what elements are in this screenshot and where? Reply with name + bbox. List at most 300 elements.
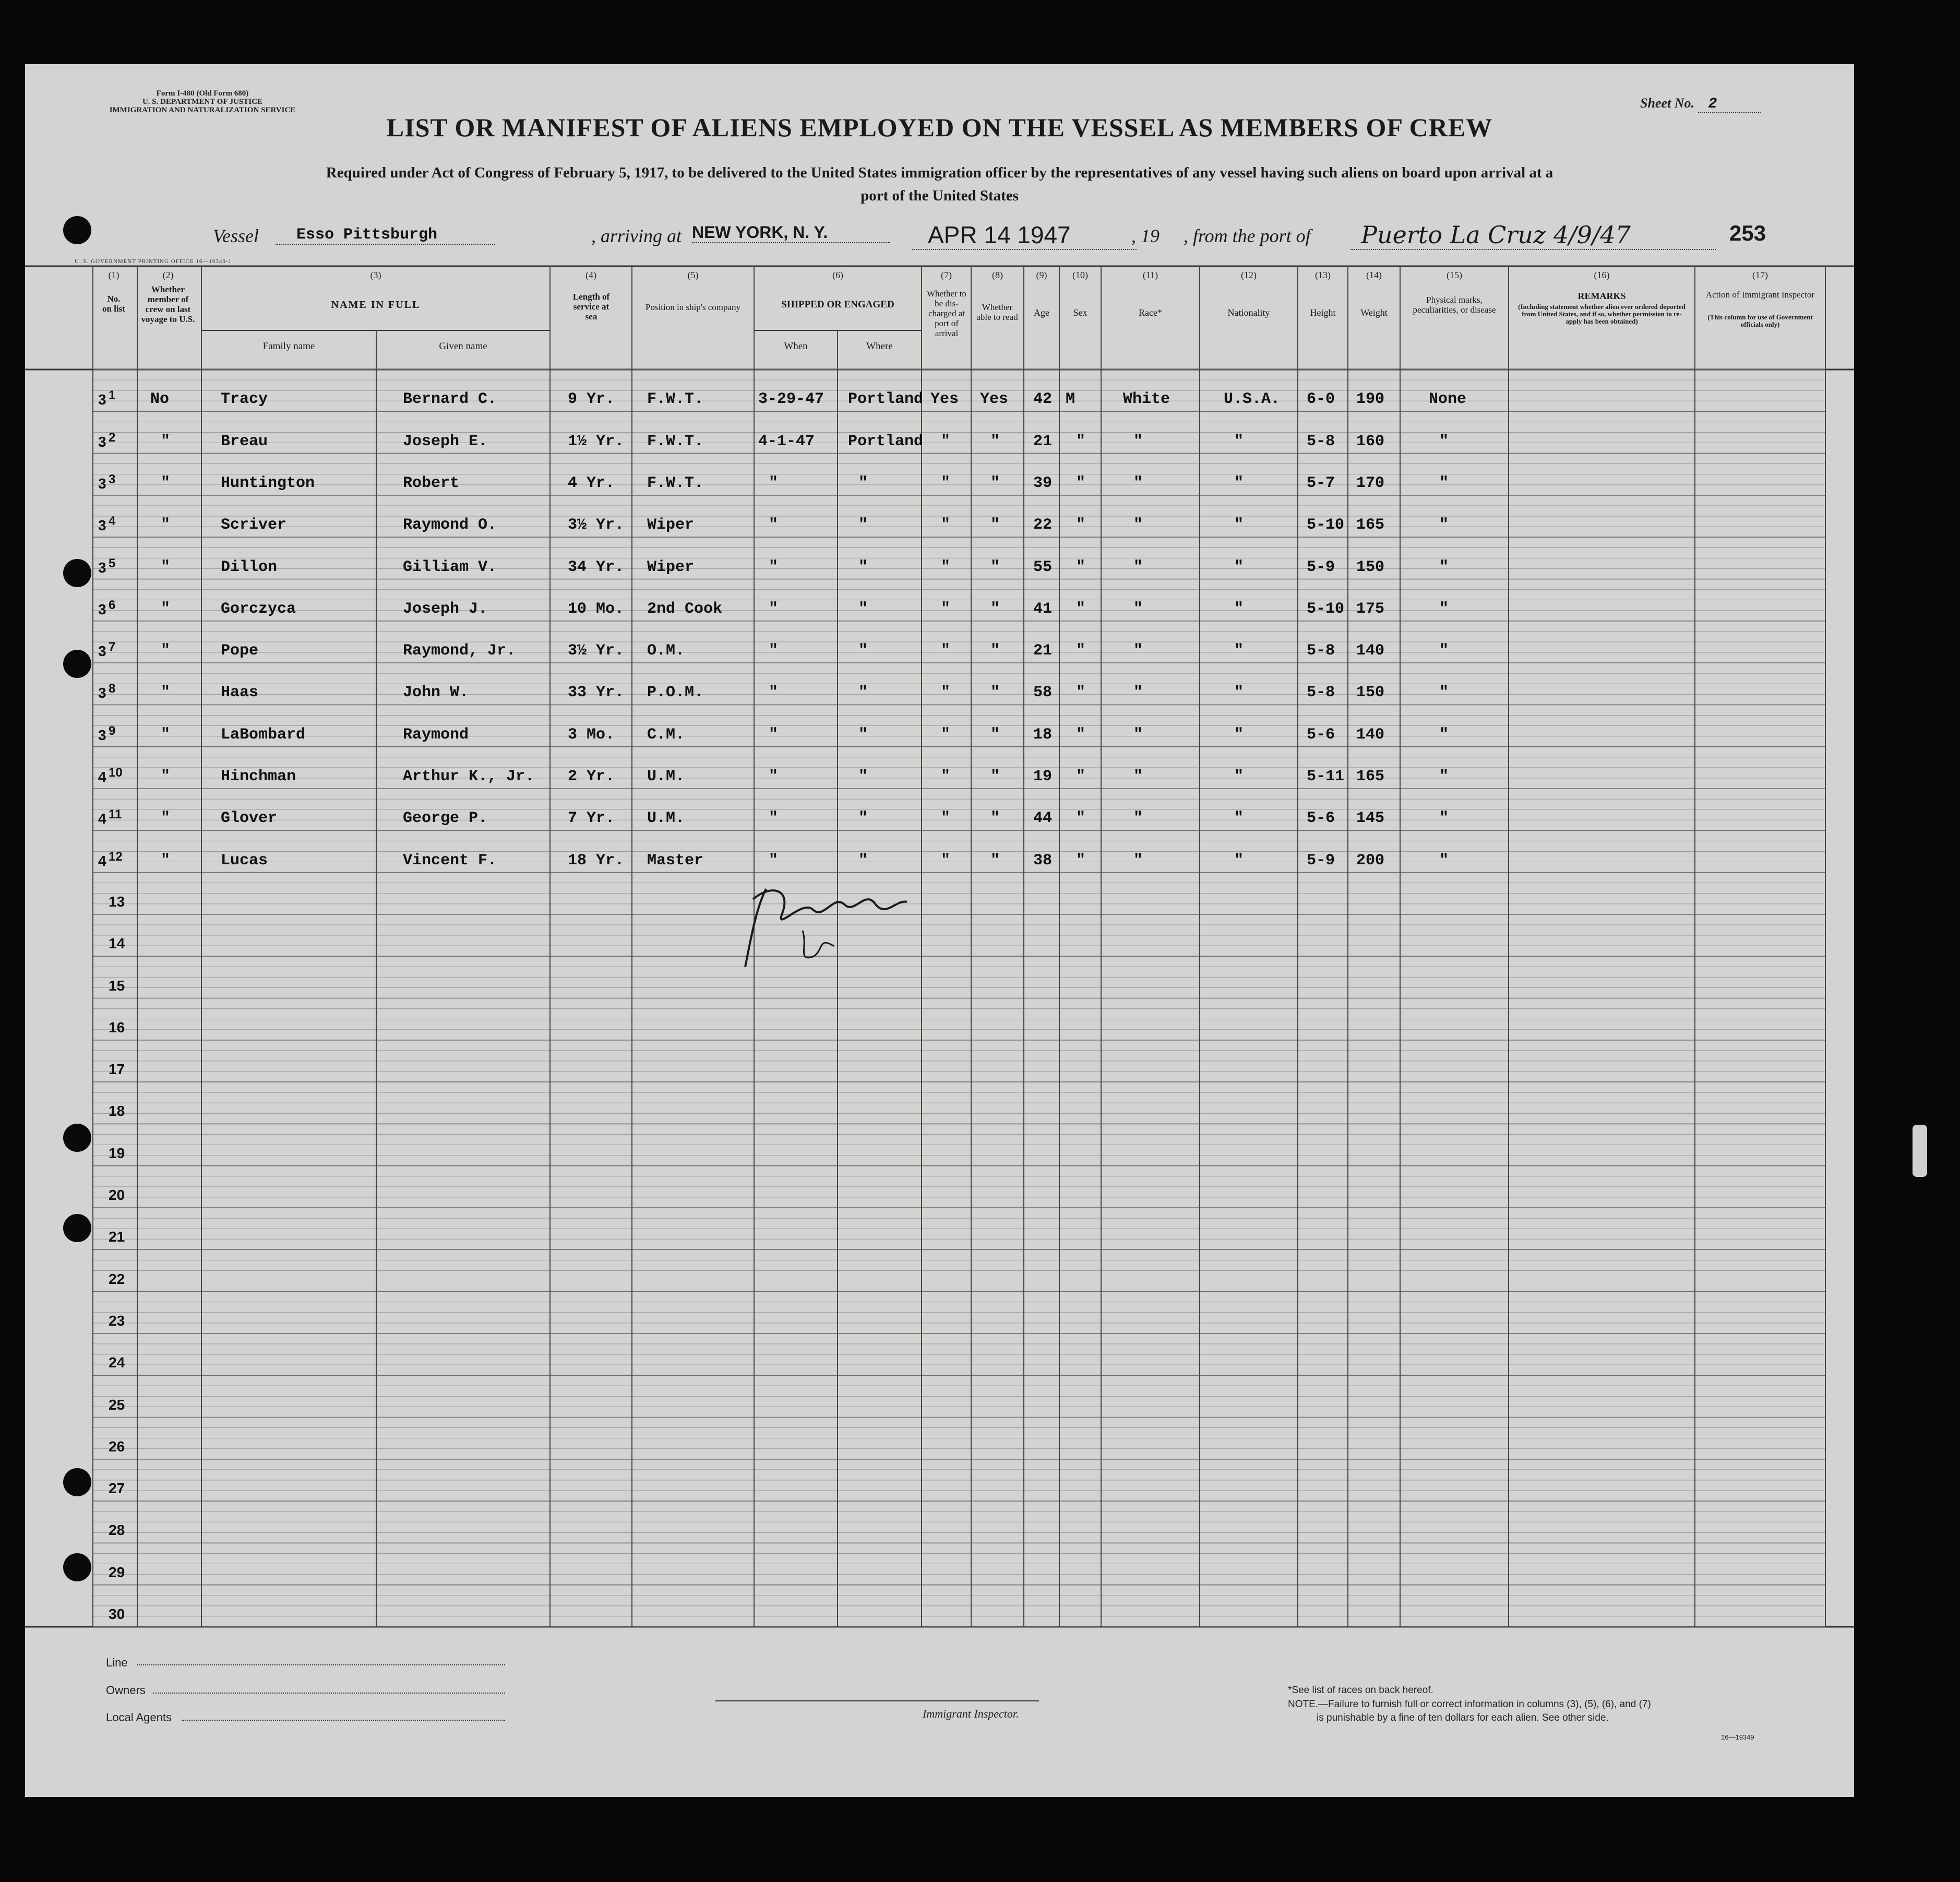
- col-8-label: Whether able to read: [976, 302, 1018, 322]
- remarks-note: (Including statement whether alien ever ordered deported from United States, and if so, whether permission to re-apply has been obtained): [1518, 303, 1686, 325]
- inspector-signature-line: [715, 1700, 1039, 1701]
- service-length: 4 Yr.: [568, 474, 615, 492]
- crew-last-voyage: ": [161, 432, 171, 450]
- discharged-flag: ": [941, 684, 951, 702]
- given-name: Robert: [403, 474, 460, 492]
- physical-marks: ": [1439, 474, 1449, 492]
- form-number: Form I-480 (Old Form 680): [156, 89, 249, 98]
- printing-office-note: U. S. GOVERNMENT PRINTING OFFICE 16—19349-1: [75, 258, 232, 265]
- shipped-when: ": [769, 725, 779, 744]
- discharged-flag: ": [941, 600, 951, 618]
- sex: ": [1076, 851, 1086, 869]
- row-number: 17: [109, 1061, 125, 1078]
- physical-marks: ": [1439, 516, 1449, 534]
- shipped-where: ": [858, 725, 868, 744]
- discharged-flag: ": [941, 725, 951, 744]
- col-2-label: Whether member of crew on last voyage to U.S.: [141, 284, 195, 324]
- service-length: 3½ Yr.: [568, 516, 625, 534]
- discharged-flag: ": [941, 642, 951, 660]
- age: 38: [1033, 851, 1053, 869]
- shipped-where: ": [858, 474, 868, 492]
- sex: ": [1076, 768, 1086, 785]
- inspector-note: (This column for use of Government officials only): [1707, 313, 1813, 328]
- col-14-number: (14): [1366, 270, 1382, 280]
- age: 21: [1033, 642, 1053, 660]
- height: 6-0: [1307, 390, 1335, 409]
- row-prefix: 3: [98, 726, 106, 743]
- race: ": [1133, 516, 1143, 534]
- position: U.M.: [647, 768, 685, 785]
- shipped-where: ": [858, 684, 868, 702]
- shipped-where: ": [858, 642, 868, 660]
- sex: M: [1066, 390, 1075, 409]
- discharged-flag: ": [941, 516, 951, 534]
- row-number: 26: [109, 1438, 125, 1455]
- family-name: Glover: [221, 809, 278, 828]
- family-name: Hinchman: [221, 768, 296, 785]
- row-number: 4: [109, 514, 116, 529]
- physical-marks: ": [1439, 600, 1449, 618]
- position: Wiper: [647, 516, 695, 534]
- shipped-where: ": [858, 558, 868, 576]
- given-name: Raymond, Jr.: [403, 642, 516, 660]
- row-number: 11: [109, 807, 122, 822]
- family-name: Scriver: [221, 516, 287, 534]
- sex: ": [1076, 809, 1086, 828]
- arriving-port: NEW YORK, N. Y.: [692, 223, 890, 243]
- family-name: Huntington: [221, 474, 315, 492]
- punch-hole: [63, 1124, 91, 1152]
- row-number: 6: [109, 598, 116, 612]
- weight: 170: [1356, 474, 1385, 492]
- owners-input-line: [153, 1693, 505, 1694]
- from-port-value: Puerto La Cruz 4/9/47: [1351, 221, 1716, 250]
- year-label: , 19: [1131, 225, 1160, 246]
- shipped-when: ": [769, 474, 779, 492]
- discharged-flag: ": [941, 474, 951, 492]
- height: 5-9: [1307, 851, 1335, 869]
- row-number: 19: [109, 1145, 125, 1161]
- col-13-number: (13): [1315, 270, 1331, 280]
- col-1-number: (1): [108, 270, 119, 280]
- position: Wiper: [647, 558, 695, 576]
- col-5-label: Position in ship's company: [645, 302, 741, 312]
- sex: ": [1076, 684, 1086, 702]
- penalty-note-2: is punishable by a fine of ten dollars for each alien. See other side.: [1317, 1712, 1609, 1723]
- page-title: LIST OR MANIFEST OF ALIENS EMPLOYED ON THE VESSEL AS MEMBERS OF CREW: [386, 113, 1493, 142]
- nationality: ": [1234, 768, 1244, 785]
- owners-field: [106, 1684, 146, 1697]
- weight: 190: [1356, 390, 1385, 409]
- race: ": [1133, 474, 1143, 492]
- row-prefix: 3: [98, 601, 106, 617]
- punch-hole: [63, 1468, 91, 1496]
- punch-hole: [63, 1553, 91, 1581]
- weight: 175: [1356, 600, 1385, 618]
- nationality: ": [1234, 600, 1244, 618]
- age: 21: [1033, 432, 1053, 450]
- given-name: George P.: [403, 809, 488, 828]
- able-to-read: ": [990, 768, 1000, 785]
- row-prefix: 4: [98, 811, 106, 827]
- position: C.M.: [647, 725, 685, 744]
- where-subheader: Where: [866, 341, 893, 352]
- row-number: 7: [109, 640, 116, 654]
- weight: 140: [1356, 642, 1385, 660]
- race: ": [1133, 558, 1143, 576]
- position: Master: [647, 851, 704, 869]
- vessel-name: Esso Pittsburgh: [276, 226, 495, 245]
- physical-marks: ": [1439, 768, 1449, 785]
- age: 19: [1033, 768, 1053, 785]
- family-name: Pope: [221, 642, 259, 660]
- row-number: 24: [109, 1354, 125, 1371]
- nationality: ": [1234, 558, 1244, 576]
- shipped-where: ": [858, 851, 868, 869]
- col-17-number: (17): [1752, 270, 1768, 280]
- footer: [25, 1630, 1854, 1786]
- weight: 165: [1356, 516, 1385, 534]
- able-to-read: ": [990, 474, 1000, 492]
- paper-tear: [1913, 1125, 1927, 1177]
- col-12-number: (12): [1241, 270, 1257, 280]
- col-9-number: (9): [1036, 270, 1047, 280]
- race: ": [1133, 768, 1143, 785]
- position: F.W.T.: [647, 474, 704, 492]
- col-3-label: NAME IN FULL: [331, 299, 421, 311]
- shipped-when: ": [769, 516, 779, 534]
- row-number: 30: [109, 1606, 125, 1622]
- col-13-label: Height: [1310, 307, 1336, 318]
- age: 39: [1033, 474, 1053, 492]
- inspector-label: Immigrant Inspector.: [923, 1707, 1019, 1720]
- crew-last-voyage: ": [161, 516, 171, 534]
- service-length: 3 Mo.: [568, 725, 615, 744]
- crew-last-voyage: ": [161, 558, 171, 576]
- age: 41: [1033, 600, 1053, 618]
- col-5-number: (5): [687, 270, 699, 280]
- subtitle-line-2: port of the United States: [861, 187, 1019, 204]
- col-7-label: Whether to be dis-charged at port of arrival: [927, 289, 966, 338]
- able-to-read: ": [990, 432, 1000, 450]
- row-number: 20: [109, 1187, 125, 1203]
- shipped-when: ": [769, 809, 779, 828]
- sex: ": [1076, 474, 1086, 492]
- row-prefix: 3: [98, 685, 106, 701]
- shipped-where: ": [858, 516, 868, 534]
- from-port-label: , from the port of: [1184, 225, 1311, 246]
- given-name: Joseph E.: [403, 432, 488, 450]
- shipped-when: ": [769, 684, 779, 702]
- shipped-where: ": [858, 768, 868, 785]
- shipped-where: Portland: [848, 432, 924, 450]
- position: F.W.T.: [647, 432, 704, 450]
- shipped-where: Portland: [848, 390, 924, 409]
- able-to-read: ": [990, 600, 1000, 618]
- given-name: John W.: [403, 684, 469, 702]
- row-number: 3: [109, 472, 116, 486]
- crew-last-voyage: ": [161, 474, 171, 492]
- race: ": [1133, 725, 1143, 744]
- service-length: 1½ Yr.: [568, 432, 625, 450]
- col-6-number: (6): [832, 270, 843, 280]
- weight: 200: [1356, 851, 1385, 869]
- physical-marks: ": [1439, 432, 1449, 450]
- row-number: 5: [109, 556, 116, 570]
- vessel-label: Vessel: [213, 225, 259, 246]
- row-prefix: 3: [98, 643, 106, 660]
- row-number: 10: [109, 766, 123, 780]
- family-name: Dillon: [221, 558, 278, 576]
- age: 44: [1033, 809, 1053, 828]
- col-17-label: Action of Immigrant Inspector: [1705, 290, 1815, 300]
- row-number: 28: [109, 1522, 125, 1539]
- row-prefix: 3: [98, 391, 106, 408]
- punch-hole: [63, 1214, 91, 1242]
- able-to-read: ": [990, 558, 1000, 576]
- row-prefix: 3: [98, 517, 106, 534]
- able-to-read: ": [990, 516, 1000, 534]
- race: ": [1133, 809, 1143, 828]
- race: ": [1133, 432, 1143, 450]
- punch-hole: [63, 559, 91, 587]
- race: ": [1133, 851, 1143, 869]
- crew-last-voyage: No: [150, 390, 170, 409]
- given-name: Raymond O.: [403, 516, 497, 534]
- col-6-label: SHIPPED OR ENGAGED: [781, 299, 894, 310]
- col-12-label: Nationality: [1227, 307, 1270, 318]
- family-name: Gorczyca: [221, 600, 296, 618]
- shipped-when: 4-1-47: [758, 432, 815, 450]
- service-length: 3½ Yr.: [568, 642, 625, 660]
- row-number: 15: [109, 977, 125, 994]
- crew-last-voyage: ": [161, 684, 171, 702]
- shipped-when: 3-29-47: [758, 390, 824, 409]
- service-name: IMMIGRATION AND NATURALIZATION SERVICE: [109, 106, 296, 114]
- able-to-read: ": [990, 725, 1000, 744]
- nationality: ": [1234, 809, 1244, 828]
- crew-last-voyage: ": [161, 809, 171, 828]
- given-name: Bernard C.: [403, 390, 497, 409]
- shipped-when: ": [769, 600, 779, 618]
- family-name: Tracy: [221, 390, 268, 409]
- height: 5-8: [1307, 684, 1335, 702]
- nationality: ": [1234, 642, 1244, 660]
- shipped-where: ": [858, 809, 868, 828]
- race: White: [1123, 390, 1170, 409]
- row-number: 2: [109, 430, 116, 445]
- col-11-label: Race*: [1139, 307, 1162, 318]
- sex: ": [1076, 432, 1086, 450]
- row-number: 8: [109, 682, 116, 696]
- col-3-number: (3): [370, 270, 381, 280]
- row-prefix: 4: [98, 769, 106, 785]
- sex: ": [1076, 725, 1086, 744]
- arrival-date-stamp: APR 14 1947: [912, 221, 1137, 250]
- physical-marks: ": [1439, 558, 1449, 576]
- sheet-number: 2: [1698, 96, 1761, 113]
- owners-label: Owners: [106, 1684, 146, 1697]
- given-name: Arthur K., Jr.: [403, 768, 535, 785]
- col-4-number: (4): [585, 270, 596, 280]
- service-length: 34 Yr.: [568, 558, 625, 576]
- row-number: 23: [109, 1312, 125, 1329]
- shipped-when: ": [769, 642, 779, 660]
- height: 5-7: [1307, 474, 1335, 492]
- race: ": [1133, 684, 1143, 702]
- nationality: ": [1234, 684, 1244, 702]
- given-name: Raymond: [403, 725, 469, 744]
- penalty-note-1: NOTE.—Failure to furnish full or correct information in columns (3), (5), (6), and (7): [1288, 1699, 1651, 1710]
- row-number: 9: [109, 723, 116, 738]
- able-to-read: ": [990, 642, 1000, 660]
- col-10-label: Sex: [1073, 307, 1087, 318]
- given-name-subheader: Given name: [439, 341, 487, 352]
- row-number: 27: [109, 1480, 125, 1497]
- shipped-when: ": [769, 558, 779, 576]
- col-4-label: Length of service at sea: [572, 292, 610, 321]
- race: ": [1133, 600, 1143, 618]
- crew-last-voyage: ": [161, 768, 171, 785]
- height: 5-9: [1307, 558, 1335, 576]
- sheet-label: Sheet No.: [1640, 96, 1694, 111]
- physical-marks: ": [1439, 642, 1449, 660]
- row-number: 12: [109, 849, 123, 864]
- line-label: Line: [106, 1656, 128, 1669]
- family-name: Breau: [221, 432, 268, 450]
- subtitle-line-1: Required under Act of Congress of February 5, 1917, to be delivered to the United States immigration officer by the representatives of any vessel having such aliens on board upon arrival at a: [326, 164, 1553, 181]
- punch-hole: [63, 650, 91, 678]
- manifest-sheet: [25, 64, 1854, 1797]
- shipped-when: ": [769, 851, 779, 869]
- discharged-flag: ": [941, 558, 951, 576]
- col-14-label: Weight: [1360, 307, 1388, 318]
- when-subheader: When: [784, 341, 808, 352]
- age: 55: [1033, 558, 1053, 576]
- master-signature: [735, 868, 943, 983]
- col-15-number: (15): [1447, 270, 1462, 280]
- row-number: 14: [109, 935, 125, 952]
- col-7-number: (7): [941, 270, 952, 280]
- sex: ": [1076, 600, 1086, 618]
- row-number: 1: [109, 388, 116, 403]
- able-to-read: ": [990, 809, 1000, 828]
- height: 5-6: [1307, 725, 1335, 744]
- physical-marks: ": [1439, 809, 1449, 828]
- height: 5-6: [1307, 809, 1335, 828]
- col-16-number: (16): [1594, 270, 1610, 280]
- position: O.M.: [647, 642, 685, 660]
- discharged-flag: Yes: [930, 390, 959, 409]
- service-length: 18 Yr.: [568, 851, 625, 869]
- nationality: ": [1234, 474, 1244, 492]
- family-name: Haas: [221, 684, 259, 702]
- sex: ": [1076, 516, 1086, 534]
- shipped-where: ": [858, 600, 868, 618]
- age: 42: [1033, 390, 1053, 409]
- weight: 140: [1356, 725, 1385, 744]
- nationality: ": [1234, 725, 1244, 744]
- position: P.O.M.: [647, 684, 704, 702]
- sex: ": [1076, 642, 1086, 660]
- col-11-number: (11): [1142, 270, 1158, 280]
- row-number: 13: [109, 893, 125, 910]
- physical-marks: ": [1439, 851, 1449, 869]
- crew-last-voyage: ": [161, 851, 171, 869]
- row-number: 22: [109, 1270, 125, 1287]
- height: 5-10: [1307, 516, 1345, 534]
- nationality: ": [1234, 851, 1244, 869]
- nationality: ": [1234, 432, 1244, 450]
- races-note: *See list of races on back hereof.: [1288, 1685, 1433, 1696]
- agents-label: Local Agents: [106, 1711, 172, 1724]
- position: U.M.: [647, 809, 685, 828]
- family-name: Lucas: [221, 851, 268, 869]
- height: 5-10: [1307, 600, 1345, 618]
- able-to-read: Yes: [980, 390, 1009, 409]
- given-name: Joseph J.: [403, 600, 488, 618]
- height: 5-8: [1307, 642, 1335, 660]
- col-9-label: Age: [1034, 307, 1049, 318]
- physical-marks: None: [1429, 390, 1467, 409]
- family-name-subheader: Family name: [262, 341, 315, 352]
- shipped-when: ": [769, 768, 779, 785]
- service-length: 7 Yr.: [568, 809, 615, 828]
- row-number: 21: [109, 1229, 125, 1245]
- position: 2nd Cook: [647, 600, 723, 618]
- sex: ": [1076, 558, 1086, 576]
- agents-input-line: [182, 1720, 505, 1721]
- weight: 150: [1356, 558, 1385, 576]
- agents-field: [106, 1711, 172, 1724]
- row-prefix: 3: [98, 475, 106, 492]
- row-prefix: 4: [98, 852, 106, 869]
- discharged-flag: ": [941, 851, 951, 869]
- discharged-flag: ": [941, 809, 951, 828]
- col-2-number: (2): [162, 270, 174, 280]
- punch-hole: [63, 216, 91, 244]
- row-number: 25: [109, 1396, 125, 1413]
- given-name: Vincent F.: [403, 851, 497, 869]
- row-prefix: 3: [98, 559, 106, 576]
- form-code: 16—19349: [1721, 1733, 1754, 1741]
- weight: 150: [1356, 684, 1385, 702]
- weight: 160: [1356, 432, 1385, 450]
- row-prefix: 3: [98, 433, 106, 450]
- col-16-label: REMARKS: [1577, 291, 1626, 301]
- crew-last-voyage: ": [161, 600, 171, 618]
- crew-last-voyage: ": [161, 725, 171, 744]
- row-number: 16: [109, 1019, 125, 1035]
- weight: 145: [1356, 809, 1385, 828]
- able-to-read: ": [990, 851, 1000, 869]
- position: F.W.T.: [647, 390, 704, 409]
- manifest-stamp-number: 253: [1729, 221, 1766, 245]
- col-15-label: Physical marks, peculiarities, or disease: [1413, 295, 1496, 315]
- line-field: [106, 1656, 128, 1670]
- physical-marks: ": [1439, 725, 1449, 744]
- family-name: LaBombard: [221, 725, 306, 744]
- nationality: U.S.A.: [1224, 390, 1281, 409]
- height: 5-8: [1307, 432, 1335, 450]
- weight: 165: [1356, 768, 1385, 785]
- given-name: Gilliam V.: [403, 558, 497, 576]
- crew-last-voyage: ": [161, 642, 171, 660]
- service-length: 2 Yr.: [568, 768, 615, 785]
- able-to-read: ": [990, 684, 1000, 702]
- row-number: 29: [109, 1564, 125, 1580]
- col-10-number: (10): [1072, 270, 1088, 280]
